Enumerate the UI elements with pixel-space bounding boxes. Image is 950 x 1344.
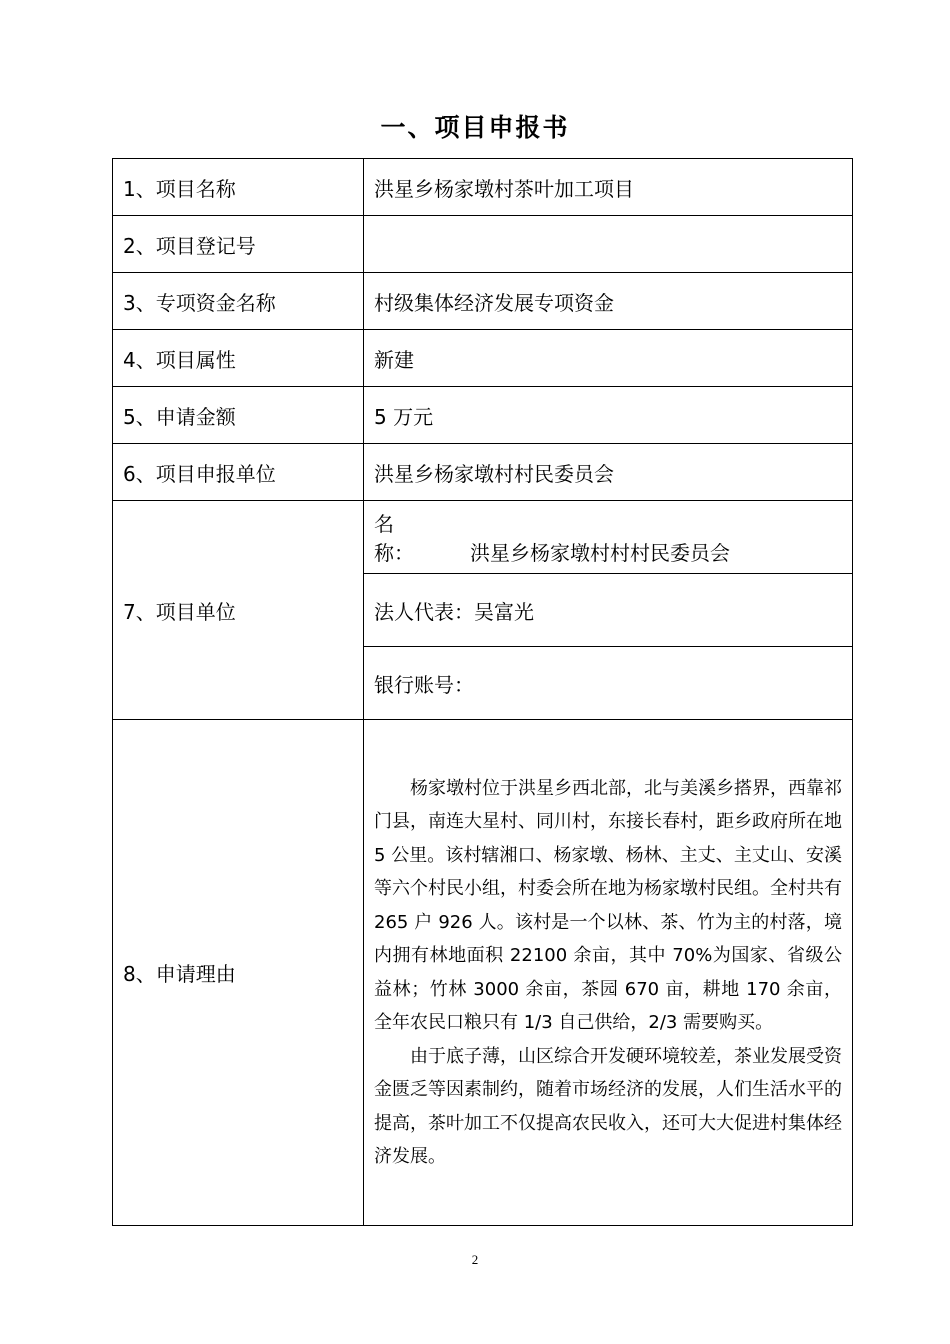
row-label-registration-no: 2、项目登记号 — [113, 216, 364, 273]
table-row — [113, 720, 853, 1226]
unit-legal-key: 法人代表： — [374, 599, 474, 624]
page-title: 一、项目申报书 — [380, 113, 570, 142]
unit-name-value: 洪星乡杨家墩村村村民委员会 — [470, 541, 730, 565]
reason-paragraph-1: 杨家墩村位于洪星乡西北部，北与美溪乡搭界，西靠祁门县，南连大星村、同川村，东接长春村，距乡政府所在地 5 公里。该村辖湘口、杨家墩、杨林、主丈、主丈山、安溪等六个村民小组，村委会所在地为杨家墩村民组。全村共有 265 户 926 人。该村是一个以林、茶、竹为主的村落，境内拥有林地面积 22100 余亩，其中 70%为国家、省级公益林；竹林 3000 余亩，茶园 670 亩，耕地 170 余亩，全年农民口粮只有 1/3 自己供给，2/3 需要购买。 — [374, 777, 842, 1033]
table-row — [113, 501, 853, 574]
table-row — [113, 330, 853, 387]
row-value-registration-no — [364, 216, 853, 273]
unit-legal-cell — [364, 574, 853, 647]
row-value-amount: 5 万元 — [364, 387, 853, 444]
row-label-amount: 5、申请金额 — [113, 387, 364, 444]
table-row — [113, 216, 853, 273]
unit-name-key-part2: 称： — [374, 541, 414, 565]
table-row — [113, 273, 853, 330]
unit-bank-key: 银行账号： — [374, 672, 474, 697]
application-form-table — [112, 158, 853, 1226]
row-label-applicant-unit: 6、项目申报单位 — [113, 444, 364, 501]
row-label-reason: 8、申请理由 — [113, 720, 364, 1226]
page-number: 2 — [471, 1252, 479, 1267]
row-label-project-attribute: 4、项目属性 — [113, 330, 364, 387]
table-row — [113, 444, 853, 501]
row-value-project-name: 洪星乡杨家墩村茶叶加工项目 — [364, 159, 853, 216]
unit-name-cell — [364, 501, 853, 574]
unit-bank-cell — [364, 647, 853, 720]
row-value-project-attribute: 新建 — [364, 330, 853, 387]
row-label-fund-name: 3、专项资金名称 — [113, 273, 364, 330]
row-label-project-name: 1、项目名称 — [113, 159, 364, 216]
unit-name-key — [374, 508, 470, 566]
table-row — [113, 159, 853, 216]
row-value-applicant-unit: 洪星乡杨家墩村村民委员会 — [364, 444, 853, 501]
reason-text-cell — [364, 720, 853, 1226]
unit-name-key-part1: 名 — [374, 512, 394, 536]
table-row — [113, 387, 853, 444]
unit-legal-value: 吴富光 — [474, 599, 534, 624]
row-value-fund-name: 村级集体经济发展专项资金 — [364, 273, 853, 330]
reason-paragraph-2: 由于底子薄，山区综合开发硬环境较差，茶业发展受资金匮乏等因素制约，随着市场经济的发展，人们生活水平的提高，茶叶加工不仅提高农民收入，还可大大促进村集体经济发展。 — [374, 1045, 842, 1167]
row-label-project-unit: 7、项目单位 — [113, 501, 364, 720]
